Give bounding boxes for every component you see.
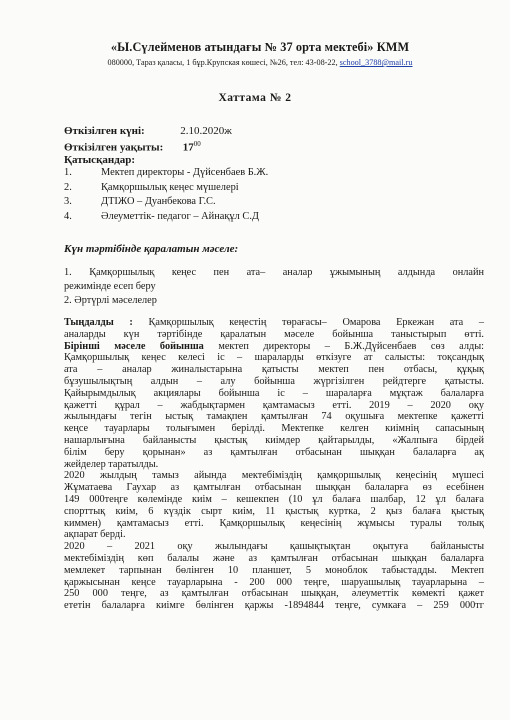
paragraph-line: Қайырымдылық акциялары бойынша іс – шараларға мұқтаж балаларға xyxy=(64,387,484,399)
paragraph-line: ата – аналар жиналыстарына қатысты мектеп пен отбасы, құқық xyxy=(64,364,484,376)
date-label: Өткізілген күні: xyxy=(64,125,145,137)
paragraph-line: нашарлығына байланысты қыстық киімдер қайтарылды, «Жалпыға бірдей xyxy=(64,434,484,446)
paragraph-line: Қамқоршылық кеңес келесі іс – шараларды өткізуге ат салысты: тоқсандық xyxy=(64,352,484,364)
organization-name: «Ы.Сүлейменов атындағы № 37 орта мектебі» КММ xyxy=(110,40,410,54)
paragraph-line: Тыңдалды : Қамқоршылық кеңестің төрағасы– Омарова Еркежан ата – xyxy=(64,317,484,328)
paragraph-line: ететін балаларға киімге бөлінген қаржы -1894844 теңге, сумкаға – 259 000тг xyxy=(64,600,484,612)
document-title: Хаттама № 2 xyxy=(218,92,292,104)
list-item: 2. Қамқоршылық кеңес мүшелері xyxy=(64,181,239,193)
paragraph-line: кеңсе тауарлары толығымен берілді. Мектепке келген киімнің сапасының xyxy=(64,423,484,435)
paragraph-line: 2020 – 2021 оқу жылындағы қашықтықтан оқытуға байланысты xyxy=(64,541,484,553)
date-value: 2.10.2020ж xyxy=(180,125,232,137)
paragraph-line: жылындағы тегін ыстық тамақпен қамтылған 74 оқушыға мектепке қажетті xyxy=(64,411,484,423)
participants-list xyxy=(64,167,424,225)
paragraph-line: мемлекет тарпынан бөлінген 10 планшет, 5 моноблок табыстадды. Мектеп xyxy=(64,564,484,576)
paragraph-line: 149 000теңге көлемінде киім – кешекпен (10 ұл балаға шалбар, 12 ұл балаға xyxy=(64,493,484,505)
list-item: 3. ДТІЖО – Дуанбекова Г.С. xyxy=(64,196,216,207)
paragraph-line: білім беру қорынан» аз қамтылған отбасынан шыққан балаларға ақ xyxy=(64,446,484,458)
organization-address xyxy=(40,58,480,67)
participants-heading xyxy=(64,154,135,166)
paragraph-line: ақпарат берді. xyxy=(64,529,126,541)
agenda-heading: Күн тәртібінде қаралатын мәселе: xyxy=(64,243,239,255)
agenda-item-1: 1. Қамқоршылық кеңес пен ата– аналар ұжымының алдында онлайн режимінде есеп беру xyxy=(64,267,484,292)
list-item: 1. Мектеп директоры - Дүйсенбаев Б.Ж. xyxy=(64,167,269,178)
paragraph-line: қажетті құрал – жабдықтармен қамтамасыз етті. 2019 – 2020 оқу xyxy=(64,399,484,411)
paragraph-line: 250 000 теңге, аз қамтылған отбасынан шыққан, әлеуметтік көмекті қажет xyxy=(64,588,484,600)
date-row xyxy=(64,125,232,137)
email-link[interactable]: school_3788@mail.ru xyxy=(339,58,413,67)
paragraph-line: қаржысынан кеңсе тауарларына - 200 000 теңге, шаруашылық тауарларына – xyxy=(64,576,484,588)
paragraph-line: жейделер таратылды. xyxy=(64,458,159,470)
participants-label: Қатысқандар: xyxy=(64,154,136,166)
paragraph-line: Жұматаева Гаухар аз қамтылған отбасынан шыққан балаларға өз есебінен xyxy=(64,482,484,494)
paragraph-line: 2020 жылдың тамыз айында мектебіміздің қамқоршылық кеңесінің мүшесі xyxy=(64,470,484,482)
paragraph-line: спорттық киім, 6 күздік сырт киім, 11 қыстық куртка, 2 қыз балаға қыстық xyxy=(64,505,484,517)
time-label: Өткізілген уақыты: xyxy=(64,141,164,154)
agenda-item-2: 2. Әртүрлі мәселелер xyxy=(64,295,157,306)
paragraph-line: Бірінші мәселе бойынша мектеп директоры – Б.Ж.Дүйсенбаев сөз алды: xyxy=(64,340,484,352)
minutes-body xyxy=(64,317,484,612)
list-item: 4. Әлеуметтік- педагог – Айнақұл С.Д xyxy=(64,210,260,222)
paragraph-line: киммен) қамтамасыз етті. Қамқоршылық кеңесінің жұмысы туралы толық xyxy=(64,517,484,529)
address-text: 080000, Тараз қаласы, 1 бұр.Крупская көшесі, №26, тел: 43-08-22, xyxy=(107,58,338,67)
paragraph-line: мектебіміздің көп балалы және аз қамтылған отбасынан шыққан балаларға xyxy=(64,552,484,564)
paragraph-line: аналарды күн тәртібінде қаралатын мәселе бойынша таныстырып өтті. xyxy=(64,328,484,340)
time-value: 17 xyxy=(182,141,194,154)
paragraph-line: бұзушылықтың алдын – алу бойынша жүргізілген рейдтерге қатысты. xyxy=(64,375,484,387)
time-row xyxy=(64,140,201,154)
time-sup: 00 xyxy=(193,140,201,148)
